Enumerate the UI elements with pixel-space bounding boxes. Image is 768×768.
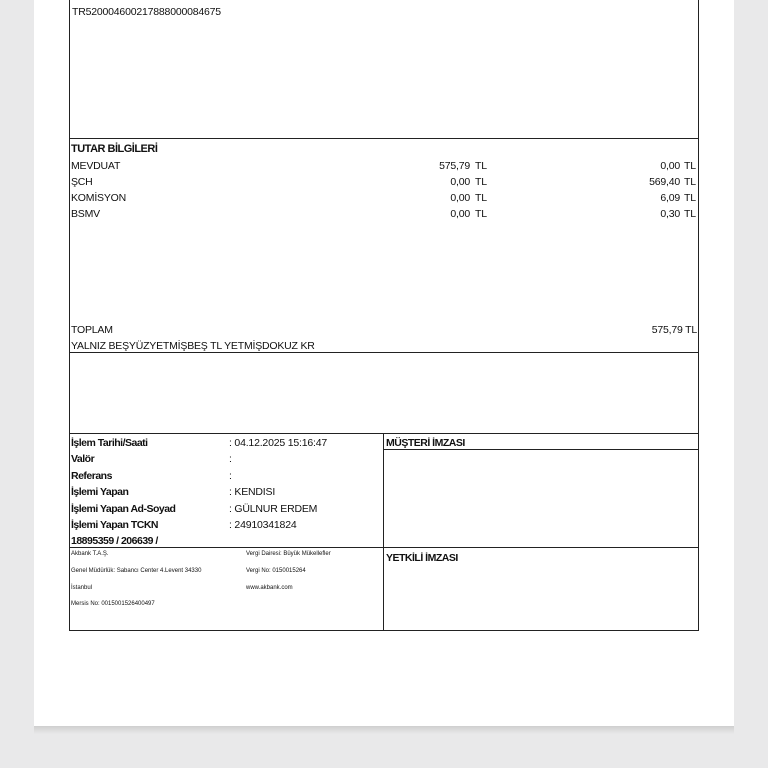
tutar-row-mid-cur: TL: [475, 208, 487, 220]
tutar-row-mid-cur: TL: [475, 160, 487, 172]
tutar-row-mid: 575,79: [439, 160, 470, 172]
tutar-row-label: KOMİSYON: [71, 192, 126, 204]
islem-value: : GÜLNUR ERDEM: [229, 503, 318, 515]
yalniz-text: YALNIZ BEŞYÜZYETMİŞBEŞ TL YETMİŞDOKUZ KR: [71, 340, 315, 352]
footer-text: Mersis No: 0015001526400497: [71, 601, 155, 607]
islem-box: [69, 433, 699, 631]
iban-text: TR520004600217888000084675: [72, 6, 221, 18]
tutar-row-right-cur: TL: [684, 176, 696, 188]
islem-value: : 04.12.2025 15:16:47: [229, 437, 327, 449]
islem-value: : KENDISI: [229, 486, 276, 498]
islem-label: İşlem Tarihi/Saati: [71, 437, 148, 449]
tutar-row-right-cur: TL: [684, 208, 696, 220]
blank-box: [69, 352, 699, 434]
tutar-box: [69, 138, 699, 353]
tutar-row-right: 569,40: [649, 176, 680, 188]
islem-ref-code: 18895359 / 206639 /: [71, 535, 158, 547]
tutar-row-right-cur: TL: [684, 192, 696, 204]
footer-text: Genel Müdürlük: Sabancı Center 4.Levent 34330: [71, 568, 202, 574]
islem-value: :: [229, 470, 232, 482]
toplam-value: 575,79 TL: [651, 324, 697, 336]
footer-text: www.akbank.com: [246, 585, 293, 591]
islem-label: Referans: [71, 470, 112, 482]
tutar-row-right: 0,00: [660, 160, 680, 172]
toplam-label: TOPLAM: [71, 324, 113, 336]
tutar-row-mid: 0,00: [450, 176, 470, 188]
yetkili-imzasi-label: YETKİLİ İMZASI: [386, 552, 458, 564]
tutar-row-mid-cur: TL: [475, 192, 487, 204]
tutar-row-mid-cur: TL: [475, 176, 487, 188]
tutar-row-label: MEVDUAT: [71, 160, 121, 172]
islem-label: İşlemi Yapan Ad-Soyad: [71, 503, 176, 515]
musteri-header-line: [384, 449, 699, 450]
tutar-row-right-cur: TL: [684, 160, 696, 172]
footer-text: İstanbul: [71, 585, 93, 591]
musteri-imzasi-label: MÜŞTERİ İMZASI: [386, 437, 465, 449]
signature-divider: [383, 433, 384, 631]
footer-divider: [69, 547, 699, 548]
islem-value: :: [229, 453, 232, 465]
tutar-row-mid: 0,00: [450, 208, 470, 220]
tutar-title: TUTAR BİLGİLERİ: [71, 143, 158, 155]
page-shadow: [34, 726, 734, 734]
tutar-row-right: 6,09: [660, 192, 680, 204]
footer-text: Vergi No: 0150015264: [246, 568, 306, 574]
tutar-row-label: BSMV: [71, 208, 100, 220]
islem-label: İşlemi Yapan: [71, 486, 129, 498]
tutar-row-mid: 0,00: [450, 192, 470, 204]
islem-value: : 24910341824: [229, 519, 297, 531]
islem-label: Valör: [71, 453, 95, 465]
tutar-row-label: ŞCH: [71, 176, 93, 188]
footer-text: Akbank T.A.Ş.: [71, 551, 109, 557]
tutar-row-right: 0,30: [660, 208, 680, 220]
footer-text: Vergi Dairesi: Büyük Mükellefler: [246, 551, 331, 557]
islem-label: İşlemi Yapan TCKN: [71, 519, 159, 531]
iban-box: [69, 0, 699, 139]
